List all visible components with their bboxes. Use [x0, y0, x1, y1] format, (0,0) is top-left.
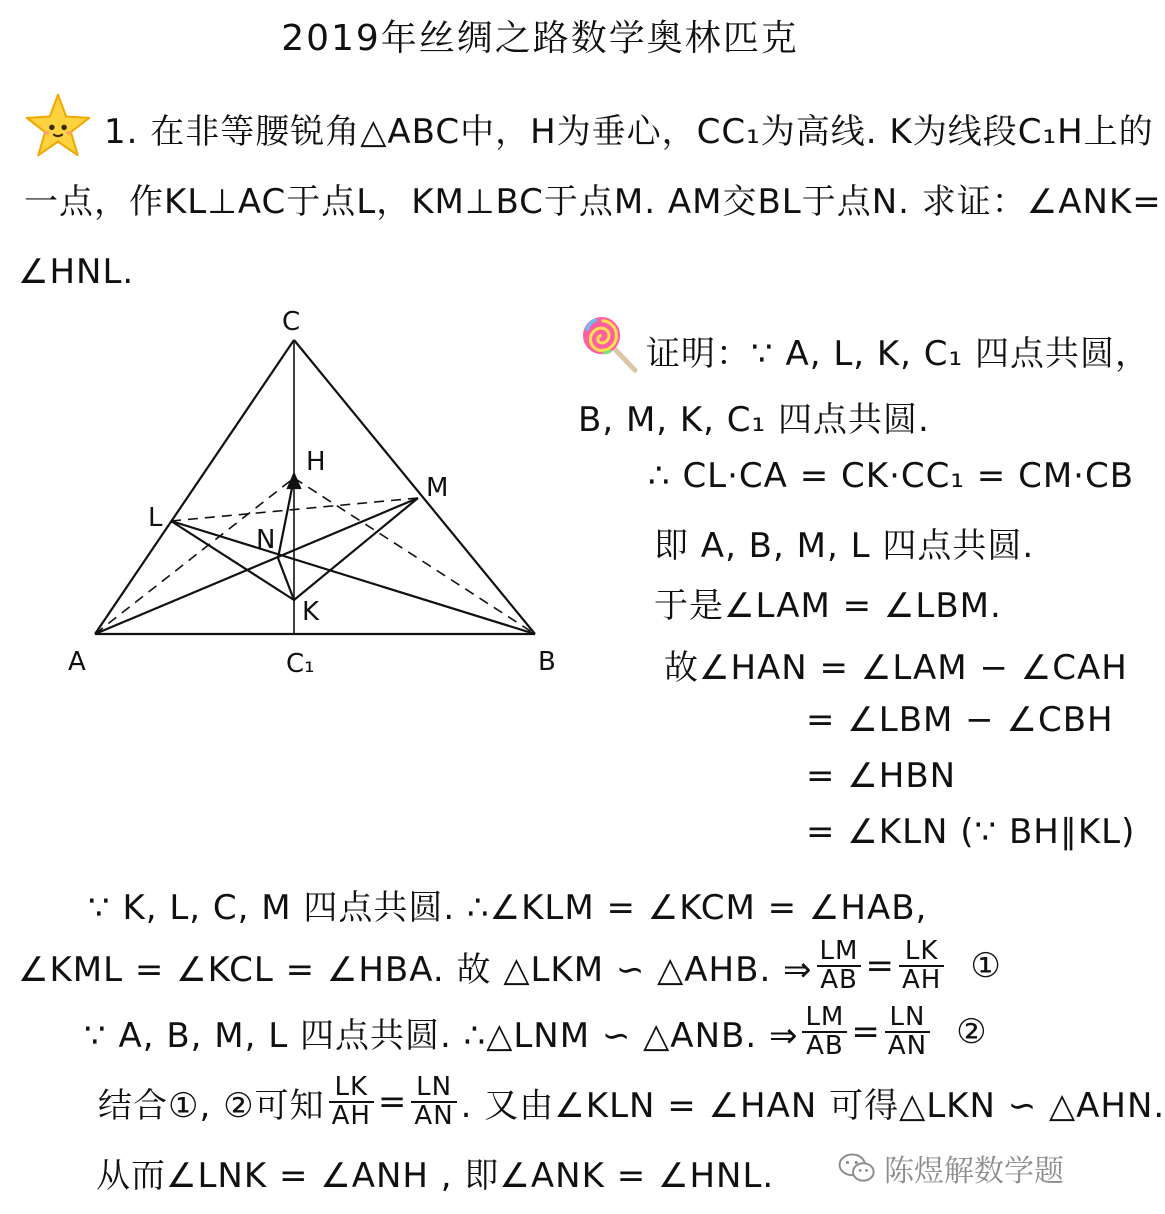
label-h: H [306, 447, 326, 477]
proof-line-8: = ∠HBN [806, 756, 957, 796]
lollipop-emoji-icon [578, 312, 640, 374]
label-a: A [68, 647, 86, 677]
proof-line-12-text: ∵ A, B, M, L 四点共圆. ∴△LNM ∽ △ANB. ⇒ [84, 1015, 799, 1056]
problem-line-2: 一点，作KL⊥AC于点L，KM⊥BC于点M. AM交BL于点N. 求证：∠ANK= [24, 182, 1162, 222]
segment-km [294, 498, 418, 600]
fraction-denominator: AB [820, 965, 858, 996]
side-ac [95, 340, 294, 634]
problem-line-3: ∠HNL. [18, 252, 135, 292]
proof-line-5: 于是∠LAM = ∠LBM. [654, 586, 1002, 626]
label-c: C [282, 307, 301, 337]
proof-line-6: 故∠HAN = ∠LAM − ∠CAH [664, 648, 1128, 688]
fraction-denominator: AN [887, 1031, 928, 1062]
fraction-denominator: AH [331, 1101, 371, 1132]
side-bc [294, 340, 535, 634]
star-emoji-icon [24, 92, 92, 160]
equals-sign: = [865, 946, 895, 987]
proof-line-7: = ∠LBM − ∠CBH [806, 700, 1114, 740]
proof-line-4: 即 A, B, M, L 四点共圆. [654, 526, 1035, 566]
segment-am [95, 498, 418, 634]
fraction-denominator: AB [806, 1031, 844, 1062]
watermark-text: 陈煜解数学题 [884, 1154, 1064, 1189]
dashed-ah [95, 478, 294, 634]
fraction-denominator: AN [414, 1101, 454, 1132]
segment-nh [278, 478, 294, 558]
proof-line-11 [18, 938, 1002, 995]
fraction-lk-ah [899, 938, 944, 995]
equals-sign: = [377, 1082, 408, 1123]
equation-mark-2: ② [956, 1012, 988, 1053]
label-b: B [538, 647, 556, 677]
fraction-lm-ab [802, 1004, 847, 1061]
label-m: M [426, 473, 449, 503]
geometry-figure [60, 300, 580, 690]
fraction-numerator: LN [885, 1004, 930, 1033]
proof-line-1: 证明：∵ A, L, K, C₁ 四点共圆， [646, 334, 1150, 374]
label-l: L [148, 503, 163, 533]
proof-line-9: = ∠KLN (∵ BH∥KL) [806, 812, 1136, 852]
fraction-numerator: LN [411, 1074, 456, 1103]
fraction-numerator: LK [899, 938, 944, 967]
equation-mark-1: ① [970, 946, 1002, 987]
wechat-icon [838, 1152, 876, 1184]
fraction-numerator: LM [817, 938, 862, 967]
proof-line-13-pre: 结合①, ②可知 [98, 1085, 325, 1126]
fraction-ln-an [885, 1004, 930, 1061]
fraction-denominator: AH [901, 965, 942, 996]
watermark [838, 1146, 1064, 1190]
proof-line-12 [84, 1004, 988, 1061]
label-c1: C₁ [286, 649, 315, 679]
proof-line-3: ∴ CL·CA = CK·CC₁ = CM·CB [648, 456, 1135, 496]
problem-line-1: 1. 在非等腰锐角△ABC中，H为垂心，CC₁为高线. K为线段C₁H上的 [104, 112, 1154, 152]
fraction-lk-ah [329, 1074, 374, 1131]
fraction-lm-ab [817, 938, 862, 995]
fraction-ln-an [411, 1074, 456, 1131]
proof-line-13-post: . 又由∠KLN = ∠HAN 可得△LKN ∽ △AHN. [460, 1085, 1165, 1126]
page-title: 2019年丝绸之路数学奥林匹克 [281, 18, 799, 59]
proof-line-10: ∵ K, L, C, M 四点共圆. ∴∠KLM = ∠KCM = ∠HAB, [88, 888, 928, 928]
segment-bl [171, 521, 535, 634]
equals-sign: = [851, 1012, 881, 1053]
proof-line-13 [98, 1074, 1165, 1131]
proof-line-14: 从而∠LNK = ∠ANH , 即∠ANK = ∠HNL. [96, 1156, 775, 1196]
proof-line-11-text: ∠KML = ∠KCL = ∠HBA. 故 △LKM ∽ △AHB. ⇒ [18, 949, 813, 990]
label-k: K [302, 597, 320, 627]
fraction-numerator: LK [329, 1074, 374, 1103]
proof-line-2: B, M, K, C₁ 四点共圆. [578, 400, 930, 440]
label-n: N [256, 525, 276, 555]
fraction-numerator: LM [802, 1004, 847, 1033]
